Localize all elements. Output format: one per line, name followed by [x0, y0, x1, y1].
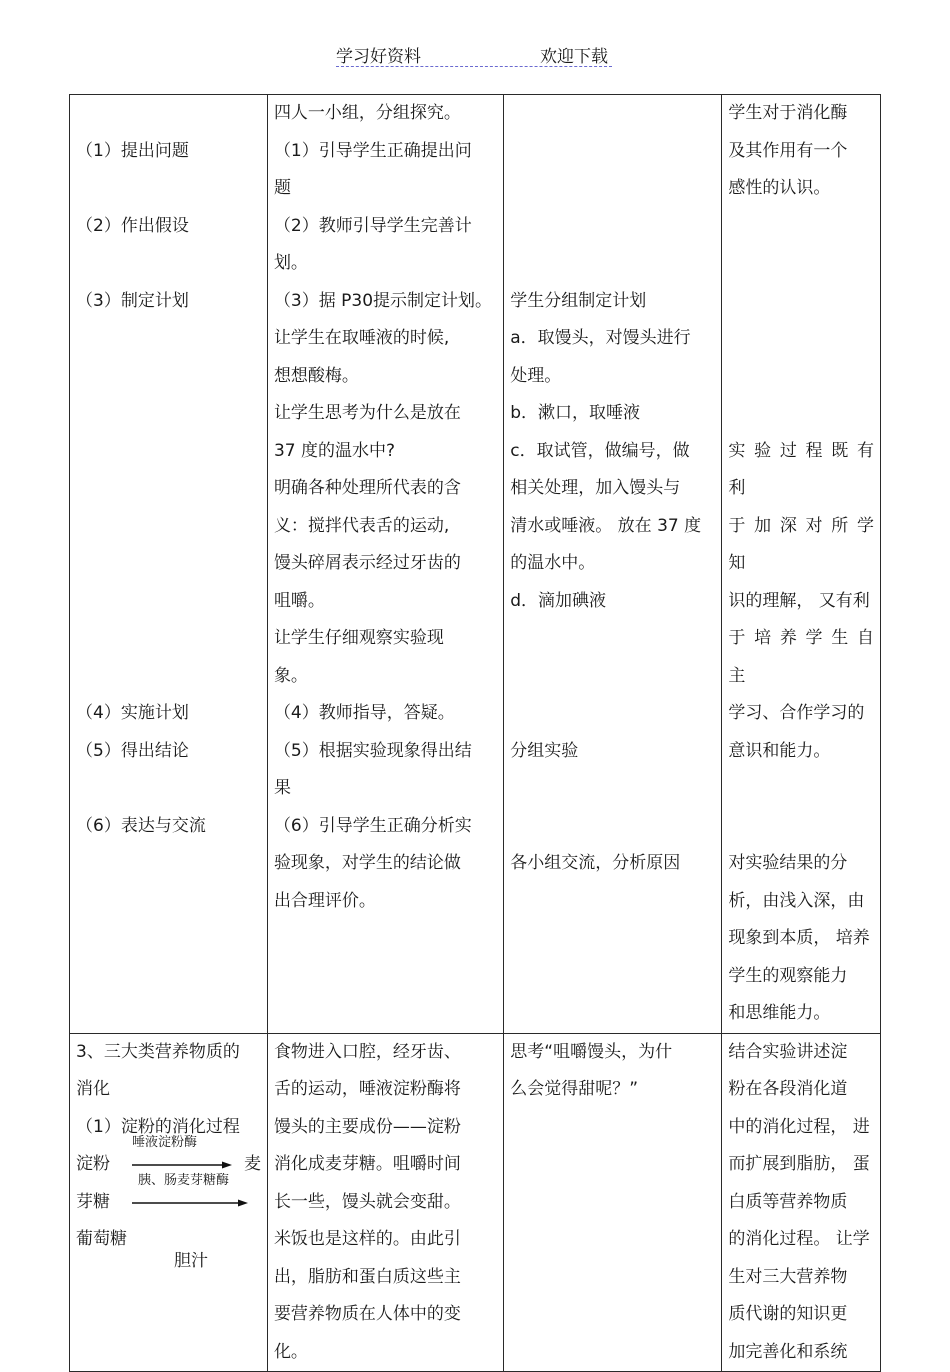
- text-line: 馒头的主要成份——淀粉: [273, 1116, 461, 1137]
- text-line: 咀嚼。: [273, 590, 325, 611]
- row1-col3-lines: [510, 95, 715, 883]
- text-line: 让学生仔细观察实验现: [273, 628, 444, 648]
- text-line: （2）教师引导学生完善计: [273, 215, 472, 236]
- text-line: [728, 320, 874, 358]
- text-line: 果: [273, 778, 291, 798]
- text-line: 学生的观察能力: [728, 965, 848, 986]
- text-line: 和思维能力。: [728, 1003, 831, 1023]
- text-line: 加完善化和系统: [728, 1341, 848, 1362]
- text-line: 现象到本质， 培养: [728, 928, 870, 948]
- text-line: [76, 433, 261, 471]
- text-line: 感性的认识。: [728, 178, 831, 198]
- text-line: [510, 170, 715, 208]
- text-line: 食物进入口腔，经牙齿、: [273, 1041, 461, 1062]
- text-line: [76, 395, 261, 433]
- text-line: 明确各种处理所代表的含: [273, 478, 461, 498]
- text-line: 消化成麦芽糖。咀嚼时间: [273, 1154, 461, 1174]
- text-line: 题: [273, 178, 291, 198]
- text-line: [76, 658, 261, 696]
- text-line: c．取试管，做编号，做: [510, 440, 690, 461]
- row2-col2: [267, 1033, 503, 1372]
- text-line: 象。: [273, 665, 308, 686]
- row2-col4: [722, 1033, 881, 1372]
- text-line: 米饭也是这样的。由此引: [273, 1229, 461, 1249]
- text-line: 处理。: [510, 365, 562, 386]
- text-line: 37 度的温水中?: [273, 440, 395, 461]
- text-line: （5）得出结论: [76, 740, 189, 761]
- row2-col4-lines: [728, 1034, 874, 1372]
- text-line: 学习、合作学习的: [728, 703, 865, 723]
- text-line: [76, 508, 261, 546]
- text-line: 生对三大营养物: [728, 1266, 848, 1287]
- text-line: 分组实验: [510, 740, 579, 761]
- row2-col3-lines: [510, 1034, 715, 1109]
- text-line: 白质等营养物质: [728, 1191, 848, 1212]
- text-line: [510, 208, 715, 246]
- starch-label: 淀粉: [76, 1154, 110, 1174]
- page-header: [336, 38, 612, 67]
- text-line: 想想酸梅。: [273, 365, 359, 386]
- text-line: [728, 358, 874, 396]
- text-line: 中的消化过程， 进: [728, 1116, 870, 1137]
- reaction-arrow-icon: [132, 1160, 232, 1170]
- text-line: 么会觉得甜呢？”: [510, 1079, 639, 1099]
- text-line: [76, 770, 261, 808]
- text-line: b．漱口，取唾液: [510, 403, 641, 423]
- header-left-text: 学习好资料: [336, 47, 421, 67]
- maltose-part1: 麦: [243, 1154, 261, 1174]
- text-line: 相关处理，加入馒头与: [510, 478, 681, 498]
- text-line: [728, 770, 874, 808]
- table-row: [70, 1033, 881, 1372]
- text-line: （4）教师指导，答疑。: [273, 703, 455, 723]
- text-line: [728, 808, 874, 846]
- reaction-arrow-icon: [132, 1198, 248, 1208]
- text-line: 长一些，馒头就会变甜。: [273, 1191, 461, 1212]
- starch-digestion-subtitle: （1）淀粉的消化过程: [76, 1116, 240, 1137]
- text-line: 学生对于消化酶: [728, 103, 848, 123]
- footer-text: 胆汁: [174, 1251, 208, 1271]
- glucose-label: 葡萄糖: [76, 1229, 127, 1249]
- text-line: 的消化过程。 让学: [728, 1229, 870, 1249]
- text-line: 清水或唾液。 放在 37 度: [510, 515, 702, 536]
- text-line: [76, 245, 261, 283]
- text-line: 实 验 过 程 既 有 利: [728, 440, 874, 498]
- text-line: （3）据 P30提示制定计划。: [273, 290, 493, 311]
- text-line: 馒头碎屑表示经过牙齿的: [273, 553, 461, 573]
- text-line: （6）引导学生正确分析实: [273, 815, 472, 836]
- text-line: 于 培 养 学 生 自 主: [728, 628, 874, 686]
- text-line: 及其作用有一个: [728, 140, 848, 161]
- text-line: [510, 808, 715, 846]
- text-line: 化。: [273, 1341, 308, 1362]
- text-line: 对实验结果的分: [728, 853, 848, 873]
- text-line: 让学生在取唾液的时候,: [273, 328, 450, 348]
- text-line: 而扩展到脂肪， 蛋: [728, 1154, 870, 1174]
- text-line: [728, 283, 874, 321]
- text-line: （1）提出问题: [76, 140, 189, 161]
- text-line: 让学生思考为什么是放在: [273, 403, 461, 423]
- text-line: [510, 770, 715, 808]
- text-line: [510, 95, 715, 133]
- salivary-amylase-label: 唾液淀粉酶: [132, 1135, 198, 1150]
- text-line: [728, 245, 874, 283]
- text-line: a．取馒头，对馒头进行: [510, 328, 691, 348]
- row1-col2-lines: [274, 95, 497, 920]
- text-line: （6）表达与交流: [76, 815, 206, 836]
- text-line: [728, 208, 874, 246]
- text-line: 思考“咀嚼馒头，为什: [510, 1041, 673, 1062]
- text-line: [76, 620, 261, 658]
- text-line: 结合实验讲述淀: [728, 1041, 848, 1062]
- text-line: 于 加 深 对 所 学 知: [728, 515, 874, 573]
- text-line: （3）制定计划: [76, 290, 189, 311]
- text-line: 质代谢的知识更: [728, 1304, 848, 1324]
- header-right-text: 欢迎下载: [540, 47, 608, 67]
- text-line: [76, 470, 261, 508]
- row1-col2: [267, 95, 503, 1034]
- lesson-plan-table: [69, 94, 881, 1372]
- text-line: [728, 395, 874, 433]
- text-line: 要营养物质在人体中的变: [273, 1304, 461, 1324]
- row1-col1-lines: [76, 95, 261, 845]
- text-line: [76, 95, 261, 133]
- text-line: [510, 245, 715, 283]
- text-line: [510, 658, 715, 696]
- text-line: 意识和能力。: [728, 740, 831, 761]
- maltose-to-glucose-step: [76, 1172, 261, 1222]
- text-line: [76, 545, 261, 583]
- table-row: [70, 95, 881, 1034]
- text-line: （4）实施计划: [76, 703, 189, 723]
- text-line: 出，脂肪和蛋白质这些主: [273, 1266, 461, 1287]
- maltose-part2: 芽糖: [76, 1191, 110, 1212]
- text-line: [76, 320, 261, 358]
- row1-col1: [70, 95, 268, 1034]
- text-line: [76, 170, 261, 208]
- text-line: [510, 620, 715, 658]
- section-title-line1: 3、三大类营养物质的: [76, 1041, 240, 1062]
- row1-col4-lines: [728, 95, 874, 1033]
- text-line: 验现象，对学生的结论做: [273, 853, 461, 873]
- text-line: [76, 358, 261, 396]
- text-line: 划。: [273, 253, 308, 273]
- text-line: [76, 583, 261, 621]
- text-line: d．滴加碘液: [510, 590, 607, 611]
- text-line: （5）根据实验现象得出结: [273, 740, 472, 761]
- text-line: 识的理解， 又有利: [728, 590, 870, 611]
- text-line: 四人一小组，分组探究。: [273, 103, 461, 123]
- text-line: 出合理评价。: [273, 890, 376, 911]
- text-line: 舌的运动，唾液淀粉酶将: [273, 1079, 461, 1099]
- row2-col2-lines: [274, 1034, 497, 1372]
- text-line: 粉在各段消化道: [728, 1079, 848, 1099]
- text-line: （1）引导学生正确提出问: [273, 140, 472, 161]
- text-line: 析，由浅入深，由: [728, 890, 865, 911]
- text-line: 各小组交流，分析原因: [510, 853, 681, 873]
- row1-col3: [504, 95, 722, 1034]
- text-line: 义：搅拌代表舌的运动,: [273, 515, 450, 536]
- text-line: [510, 133, 715, 171]
- text-line: （2）作出假设: [76, 215, 189, 236]
- row2-col1: [70, 1033, 268, 1372]
- text-line: 的温水中。: [510, 553, 596, 573]
- row2-col3: [504, 1033, 722, 1372]
- maltase-label: 胰、肠麦芽糖酶: [138, 1172, 230, 1188]
- row1-col4: [722, 95, 881, 1034]
- text-line: 学生分组制定计划: [510, 290, 647, 311]
- section-title-line2: 消化: [76, 1079, 110, 1099]
- text-line: [510, 695, 715, 733]
